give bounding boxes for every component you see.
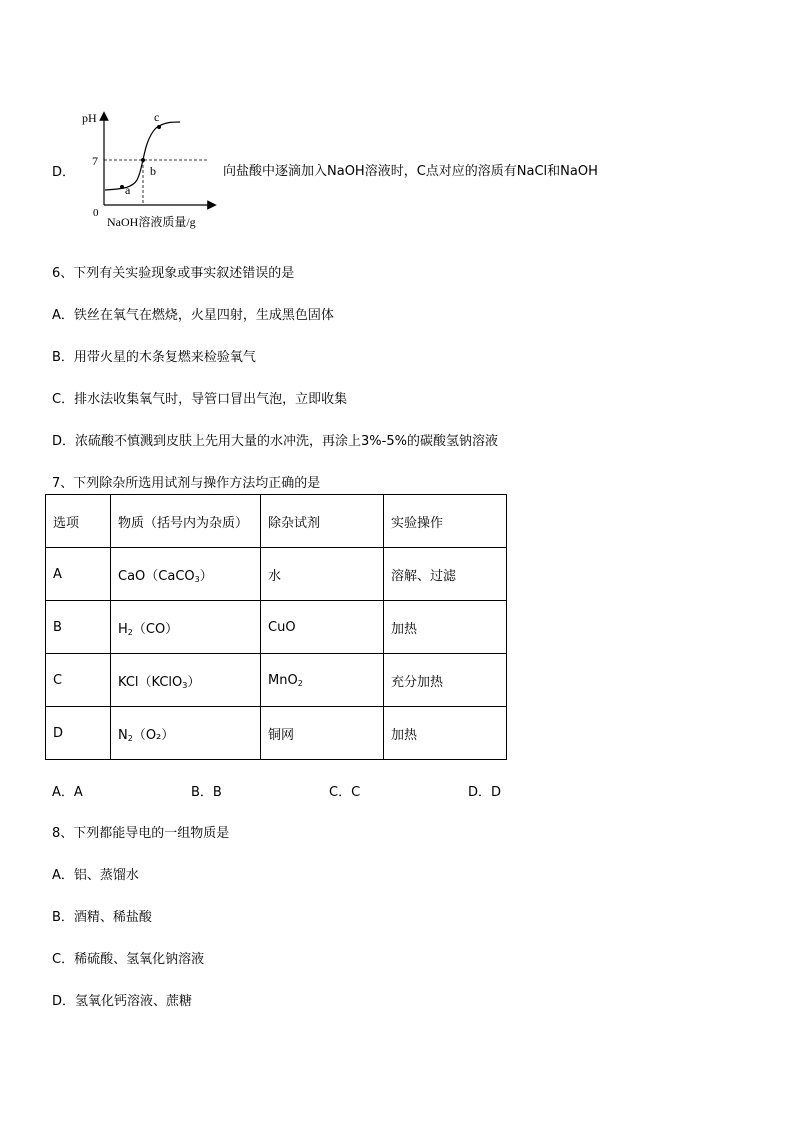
table-row — [46, 654, 507, 707]
cell-reagent: MnO$_2$ — [261, 654, 384, 707]
q8-stem: 8、下列都能导电的一组物质是 — [52, 826, 230, 841]
q7-answer-d: D．D — [468, 785, 502, 800]
x-axis-label: NaOH溶液质量/g — [107, 215, 196, 229]
q8-option-b: B．酒精、稀盐酸 — [52, 910, 152, 925]
cell-option: D — [46, 707, 111, 760]
cell-substance: $H_2(CO)$ — [111, 601, 261, 654]
q7-stem: 7、下列除杂所选用试剂与操作方法均正确的是 — [52, 476, 321, 491]
header-operation: 实验操作 — [384, 495, 507, 548]
table-header-row — [46, 495, 507, 548]
ph-curve — [105, 122, 180, 190]
table-row — [46, 601, 507, 654]
q7-answer-b: B．B — [191, 785, 222, 800]
cell-option: B — [46, 601, 111, 654]
table-row — [46, 548, 507, 601]
q5-option-d-label: D． — [52, 165, 76, 180]
y-axis-label: pH — [82, 111, 97, 125]
q8-option-a: A．铝、蒸馏水 — [52, 868, 139, 883]
header-reagent: 除杂试剂 — [261, 495, 384, 548]
cell-substance: CaO（CaCO$_3$） — [111, 548, 261, 601]
point-c — [157, 125, 161, 129]
cell-option: C — [46, 654, 111, 707]
q7-answer-c: C．C — [329, 785, 361, 800]
header-substance: 物质（括号内为杂质） — [111, 495, 261, 548]
cell-reagent: CuO — [261, 601, 384, 654]
cell-operation: 加热 — [384, 707, 507, 760]
q6-option-c: C．排水法收集氧气时，导管口冒出气泡，立即收集 — [52, 392, 348, 407]
ph-titration-graph — [80, 108, 220, 238]
q7-answer-a: A．A — [52, 785, 83, 800]
point-a — [120, 185, 124, 189]
q8-option-d: D．氢氧化钙溶液、蔗糖 — [52, 994, 193, 1009]
point-b — [141, 158, 145, 162]
point-c-label: c — [154, 110, 160, 124]
q7-table — [45, 494, 507, 760]
q6-option-d: D．浓硫酸不慎溅到皮肤上先用大量的水冲洗，再涂上3%-5%的碳酸氢钠溶液 — [52, 434, 498, 449]
cell-substance: KCl（KClO$_3$） — [111, 654, 261, 707]
cell-operation: 溶解、过滤 — [384, 548, 507, 601]
cell-reagent: 铜网 — [261, 707, 384, 760]
q6-option-a: A．铁丝在氧气在燃烧，火星四射，生成黑色固体 — [52, 308, 334, 323]
cell-operation: 充分加热 — [384, 654, 507, 707]
q7-answer-options — [52, 781, 512, 799]
cell-option: A — [46, 548, 111, 601]
q8-option-c: C．稀硫酸、氢氧化钠溶液 — [52, 952, 205, 967]
q6-option-b: B．用带火星的木条复燃来检验氧气 — [52, 350, 256, 365]
ph7-label: 7 — [92, 154, 98, 168]
point-a-label: a — [125, 183, 131, 197]
cell-substance: $N_2(O_2)$ — [111, 707, 261, 760]
table-row — [46, 707, 507, 760]
header-option: 选项 — [46, 495, 111, 548]
point-b-label: b — [150, 164, 156, 178]
cell-operation: 加热 — [384, 601, 507, 654]
origin-label: 0 — [93, 207, 99, 219]
q5-option-d-text: 向盐酸中逐滴加入NaOH溶液时，C点对应的溶质有NaCl和NaOH — [223, 164, 598, 179]
cell-reagent: 水 — [261, 548, 384, 601]
q6-stem: 6、下列有关实验现象或事实叙述错误的是 — [52, 266, 295, 281]
